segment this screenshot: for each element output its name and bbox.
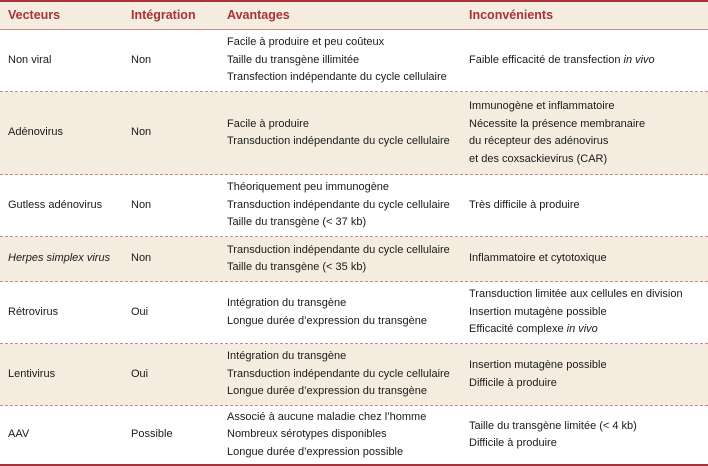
avantages-list bbox=[227, 92, 450, 174]
table-row bbox=[0, 92, 708, 175]
vecteur-name: Herpes simplex virus bbox=[8, 252, 111, 265]
header-avantages: Avantages bbox=[227, 7, 290, 22]
avantages-list bbox=[227, 406, 426, 464]
avantage-line: Longue durée d’expression du transgène bbox=[227, 314, 427, 327]
inconvenients-list bbox=[469, 282, 683, 343]
inconvenient-line: Inflammatoire et cytotoxique bbox=[469, 252, 607, 265]
avantage-line: Longue durée d’expression du transgène bbox=[227, 385, 427, 398]
avantage-line: Transduction indépendante du cycle cellulaire bbox=[227, 367, 450, 380]
integration-value: Non bbox=[131, 198, 152, 211]
inconvenient-line: Nécessite la présence membranaire bbox=[469, 117, 646, 130]
integration-value: Possible bbox=[131, 428, 173, 441]
avantage-line: Transduction indépendante du cycle cellulaire bbox=[227, 198, 450, 211]
vecteur-name: AAV bbox=[8, 428, 30, 441]
vecteur-name: Gutless adénovirus bbox=[8, 198, 103, 211]
avantage-line: Longue durée d’expression possible bbox=[227, 445, 404, 458]
inconvenient-line: Faible efficacité de transfection in vivo bbox=[469, 53, 655, 66]
table-row bbox=[0, 175, 708, 237]
table-row bbox=[0, 30, 708, 92]
inconvenient-line: Insertion mutagène possible bbox=[469, 359, 607, 371]
integration-value: Oui bbox=[131, 305, 149, 318]
avantage-line: Intégration du transgène bbox=[227, 297, 347, 309]
inconvenients-list bbox=[469, 92, 645, 174]
header-integration: Intégration bbox=[131, 7, 196, 22]
avantage-line: Transfection indépendante du cycle cellulaire bbox=[227, 71, 447, 84]
avantage-line: Théoriquement peu immunogène bbox=[227, 181, 390, 194]
table-row bbox=[0, 344, 708, 406]
avantages-list bbox=[227, 30, 447, 91]
inconvenient-line: Insertion mutagène possible bbox=[469, 305, 607, 318]
table-row bbox=[0, 237, 708, 282]
inconvenient-line: Efficacité complexe in vivo bbox=[469, 323, 598, 336]
vecteur-name: Adénovirus bbox=[8, 126, 64, 139]
inconvenients-list bbox=[469, 175, 580, 236]
inconvenient-line: Difficile à produire bbox=[469, 437, 557, 449]
inconvenient-line: et des coxsackievirus (CAR) bbox=[469, 152, 608, 165]
inconvenient-line: Taille du transgène limitée (< 4 kb) bbox=[469, 419, 637, 432]
table-row bbox=[0, 406, 708, 464]
avantages-list bbox=[227, 237, 450, 281]
inconvenient-line: Très difficile à produire bbox=[469, 198, 580, 211]
avantages-list bbox=[227, 282, 427, 343]
avantage-line: Taille du transgène (< 37 kb) bbox=[227, 216, 367, 229]
avantage-line: Taille du transgène illimitée bbox=[227, 53, 360, 66]
avantage-line: Nombreux sérotypes disponibles bbox=[227, 428, 387, 441]
inconvenient-line: Transduction limitée aux cellules en division bbox=[469, 288, 683, 301]
table-header-row bbox=[0, 2, 708, 30]
avantage-line: Facile à produire et peu coûteux bbox=[227, 36, 385, 49]
inconvenients-list bbox=[469, 344, 607, 405]
integration-value: Oui bbox=[131, 367, 149, 380]
avantage-line: Transduction indépendante du cycle cellulaire bbox=[227, 243, 450, 256]
vecteur-name: Rétrovirus bbox=[8, 305, 59, 318]
integration-value: Non bbox=[131, 53, 152, 66]
integration-value: Non bbox=[131, 126, 152, 139]
inconvenient-line: du récepteur des adénovirus bbox=[469, 135, 609, 147]
avantage-line: Facile à produire bbox=[227, 117, 309, 130]
avantages-list bbox=[227, 344, 450, 405]
avantage-line: Intégration du transgène bbox=[227, 350, 347, 363]
avantages-list bbox=[227, 175, 450, 236]
vecteur-name: Lentivirus bbox=[8, 367, 56, 380]
avantage-line: Associé à aucune maladie chez l’homme bbox=[227, 410, 427, 423]
table-row bbox=[0, 282, 708, 344]
inconvenient-line: Immunogène et inflammatoire bbox=[469, 100, 615, 112]
avantage-line: Transduction indépendante du cycle cellulaire bbox=[227, 135, 450, 147]
inconvenients-list bbox=[469, 237, 607, 281]
inconvenient-line: Difficile à produire bbox=[469, 376, 557, 389]
header-inconvenients: Inconvénients bbox=[469, 7, 554, 22]
vecteur-name: Non viral bbox=[8, 53, 52, 66]
inconvenients-list bbox=[469, 30, 655, 91]
inconvenients-list bbox=[469, 406, 637, 464]
header-vecteurs: Vecteurs bbox=[8, 7, 61, 22]
integration-value: Non bbox=[131, 252, 152, 265]
avantage-line: Taille du transgène (< 35 kb) bbox=[227, 261, 367, 273]
